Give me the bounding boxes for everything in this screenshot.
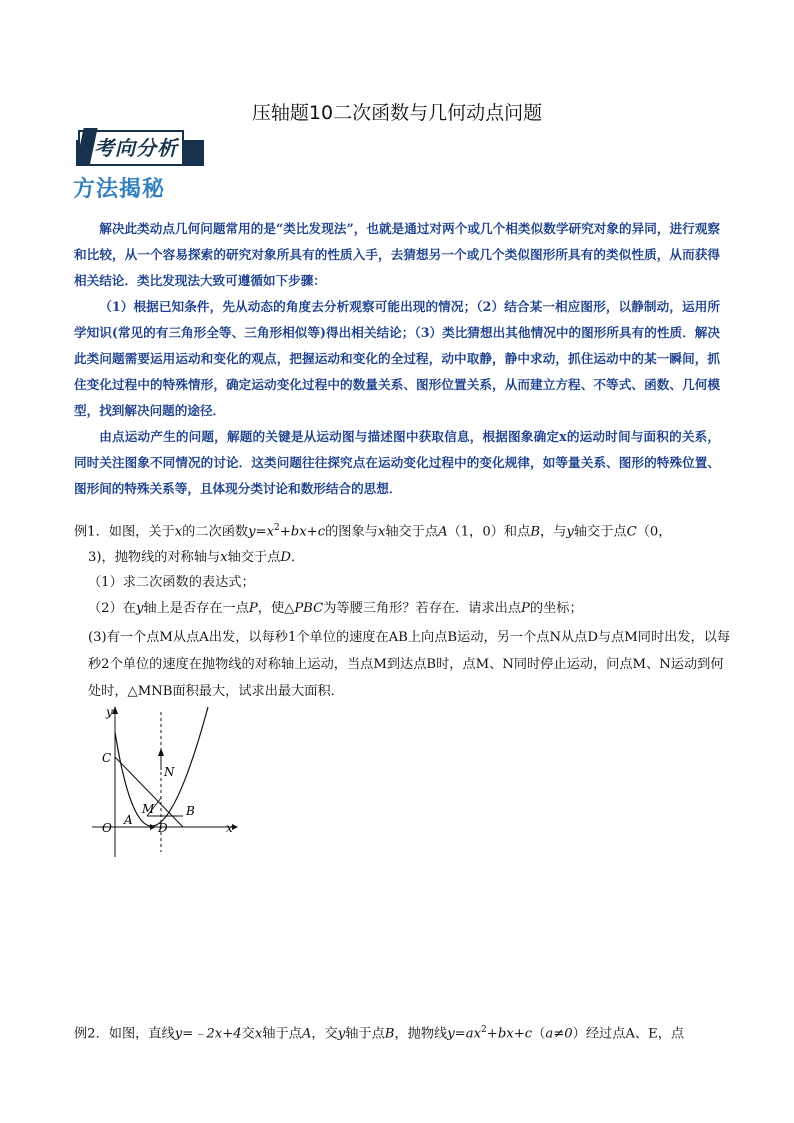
example1-question-1: （1）求二次函数的表达式； [88,575,255,590]
example1-question-2: （2）在y轴上是否存在一点P，使△PBC为等腰三角形？若存在．请求出点P的坐标； [88,601,583,616]
method-paragraph-2: （1）根据已知条件，先从动态的角度去分析观察可能出现的情况；（2）结合某一相应图形，以静制动，运用所学知识(常见的有三角形全等、三角形相似等)得出相关结论；（3）类比猜想出其他情况中的图形所具有的性质．解决此类问题需要运用运动和变化的观点，把握运动和变化的全过程，动中取静，静中求动，抓住运动中的某一瞬间，抓住变化过程中的特殊情形，确定运动变化过程中的数量关系、图形位置关系，从而建立方程、不等式、函数、几何模型，找到解决问题的途径． [74,299,720,418]
label-y: y [106,705,113,719]
method-paragraph-1: 解决此类动点几何问题常用的是“类比发现法”，也就是通过对两个或几个相类似数学研究对象的异同，进行观察和比较，从一个容易探索的研究对象所具有的性质入手，去猜想另一个或几个类似图形所具有的类似性质，从而获得相关结论．类比发现法大致可遵循如下步骤： [74,221,720,288]
parabola-figure [92,702,242,862]
example1-statement: 例1．如图，关于x的二次函数$y=x^2+bx+c$的图象与x轴交于点A（1，0）和点B，与y轴交于点C（0， 3)，抛物线的对称轴与x轴交于点D． [74,523,672,565]
y-axis-arrow [112,706,118,714]
section-heading: 方法揭秘 [73,177,166,202]
example1-question-3: (3)有一个点M从点A出发，以每秒1个单位的速度在AB上向点B运动，另一个点N从点D与点M同时出发，以每秒2个单位的速度在抛物线的对称轴上运动，当点M到达点B时，点M、N同时停止运动，问点M、N运动到何处时，△MNB面积最大，试求出最大面积． [88,630,731,699]
label-c: C [102,751,112,765]
page-title: 压轴题10二次函数与几何动点问题 [251,102,543,124]
label-m: M [142,802,155,816]
label-a: A [124,813,133,827]
label-d: D [158,821,168,835]
label-n: N [164,765,175,779]
n-arrow [158,748,164,756]
x-axis-arrow [232,824,238,830]
section-banner [76,128,204,166]
label-b: B [186,804,195,818]
label-o: O [102,821,112,835]
method-paragraph-3: 由点运动产生的问题，解题的关键是从运动图与描述图中获取信息，根据图象确定x的运动时间与面积的关系，同时关注图象不同情况的讨论．这类问题往往探究点在运动变化过程中的变化规律，如等量关系、图形的特殊位置、图形间的特殊关系等，且体现分类讨论和数形结合的思想． [74,429,720,496]
label-x: x [226,821,233,835]
banner-label: 考向分析 [94,136,178,160]
example2-statement: 例2．如图，直线y=﹣2x+4交x轴于点A，交y轴于点B，抛物线$y=ax^2+bx+c(a\ne 0)$经过点A、E，点 [74,1025,685,1042]
